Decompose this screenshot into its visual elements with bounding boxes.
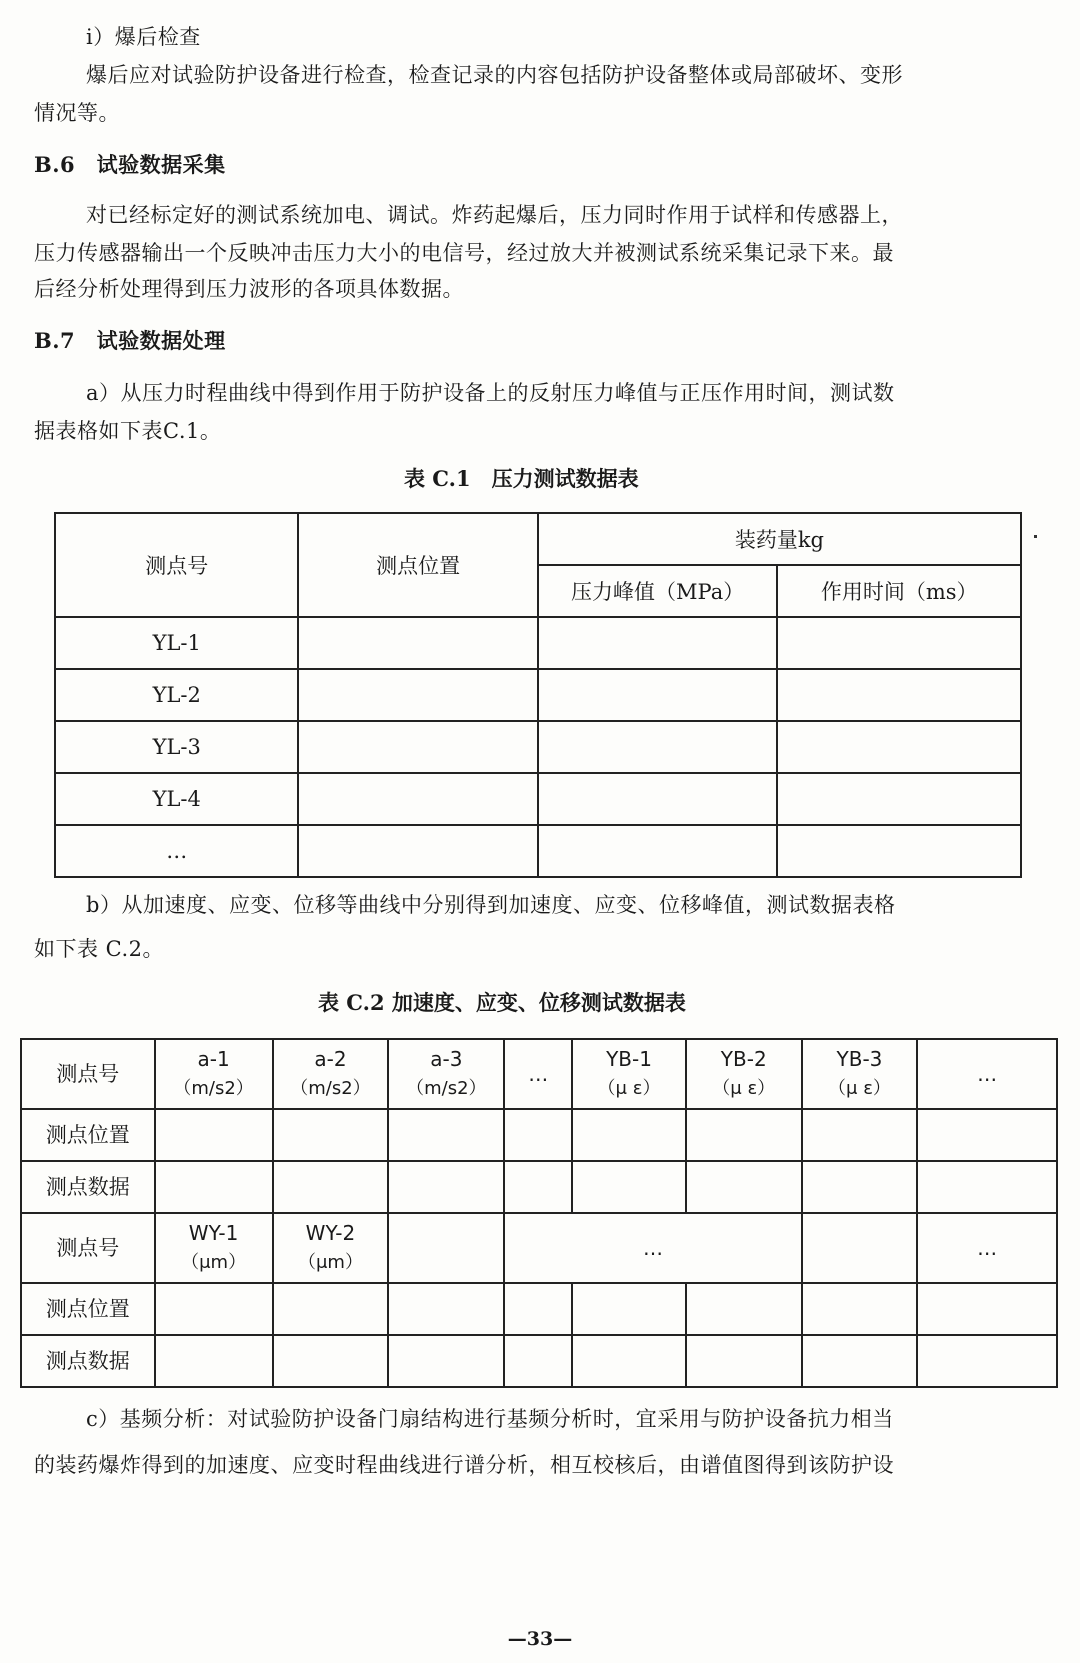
header-cell: WY-2 （μm） (273, 1213, 389, 1283)
header-cell (802, 1213, 918, 1283)
scan-speck (1034, 535, 1037, 538)
table-row (55, 825, 1021, 877)
table-row (55, 669, 1021, 721)
header-cell: YB-2 （μ ε） (686, 1039, 802, 1109)
table-row (21, 1283, 1057, 1335)
b6-line-1: 对已经标定好的测试系统加电、调试。炸药起爆后，压力同时作用于试样和传感器上， (86, 203, 903, 227)
header-cell: a-3 （m/s2） (388, 1039, 504, 1109)
point-id: YL-1 (55, 617, 298, 669)
table-row (55, 721, 1021, 773)
row-label-point-no: 测点号 (21, 1039, 155, 1109)
header-cell: … (504, 1039, 572, 1109)
header-cell: WY-1 （μm） (155, 1213, 273, 1283)
row-label-data: 测点数据 (21, 1161, 155, 1213)
header-point-no: 测点号 (55, 513, 298, 617)
table-c1-caption: 表 C.1 压力测试数据表 (404, 466, 639, 491)
b6-line-3: 后经分析处理得到压力波形的各项具体数据。 (34, 277, 464, 301)
accel-strain-displacement-table (20, 1038, 1058, 1388)
page-number: —33— (507, 1628, 573, 1650)
point-id: YL-4 (55, 773, 298, 825)
header-cell: a-2 （m/s2） (273, 1039, 389, 1109)
b6-heading: B.6 试验数据采集 (34, 152, 226, 177)
header-cell: YB-1 （μ ε） (572, 1039, 686, 1109)
header-cell: … (917, 1039, 1057, 1109)
row-label-data: 测点数据 (21, 1335, 155, 1387)
table-row (21, 1161, 1057, 1213)
section-i-heading: i）爆后检查 (86, 25, 201, 49)
point-id: YL-2 (55, 669, 298, 721)
row-label-point-no: 测点号 (21, 1213, 155, 1283)
header-cell (388, 1213, 504, 1283)
header-cell: … (917, 1213, 1057, 1283)
row-label-position: 测点位置 (21, 1283, 155, 1335)
table-row (55, 773, 1021, 825)
table-row (21, 1109, 1057, 1161)
header-action-time: 作用时间（ms） (777, 565, 1021, 617)
header-cell: a-1 （m/s2） (155, 1039, 273, 1109)
header-charge: 装药量kg (538, 513, 1021, 565)
header-pressure-peak: 压力峰值（MPa） (538, 565, 778, 617)
b7-c-line-1: c）基频分析：对试验防护设备门扇结构进行基频分析时，宜采用与防护设备抗力相当 (86, 1407, 894, 1431)
point-id: … (55, 825, 298, 877)
b7-a-line-1: a）从压力时程曲线中得到作用于防护设备上的反射压力峰值与正压作用时间，测试数 (86, 381, 895, 405)
header-position: 测点位置 (298, 513, 537, 617)
table-row (55, 617, 1021, 669)
section-i-line-2: 情况等。 (34, 101, 120, 125)
b7-b-line-2: 如下表 C.2。 (34, 937, 165, 961)
b6-line-2: 压力传感器输出一个反映冲击压力大小的电信号，经过放大并被测试系统采集记录下来。最 (34, 241, 894, 265)
table-c2-caption: 表 C.2 加速度、应变、位移测试数据表 (318, 990, 686, 1015)
header-cell: YB-3 （μ ε） (802, 1039, 918, 1109)
table-row (21, 1335, 1057, 1387)
b7-c-line-2: 的装药爆炸得到的加速度、应变时程曲线进行谱分析，相互校核后，由谱值图得到该防护设 (34, 1453, 894, 1477)
b7-heading: B.7 试验数据处理 (34, 328, 226, 353)
header-cell: … (504, 1213, 801, 1283)
pressure-data-table (54, 512, 1022, 878)
row-label-position: 测点位置 (21, 1109, 155, 1161)
b7-b-line-1: b）从加速度、应变、位移等曲线中分别得到加速度、应变、位移峰值，测试数据表格 (86, 893, 896, 917)
section-i-line-1: 爆后应对试验防护设备进行检查，检查记录的内容包括防护设备整体或局部破坏、变形 (86, 63, 903, 87)
b7-a-line-2: 据表格如下表C.1。 (34, 419, 222, 443)
point-id: YL-3 (55, 721, 298, 773)
